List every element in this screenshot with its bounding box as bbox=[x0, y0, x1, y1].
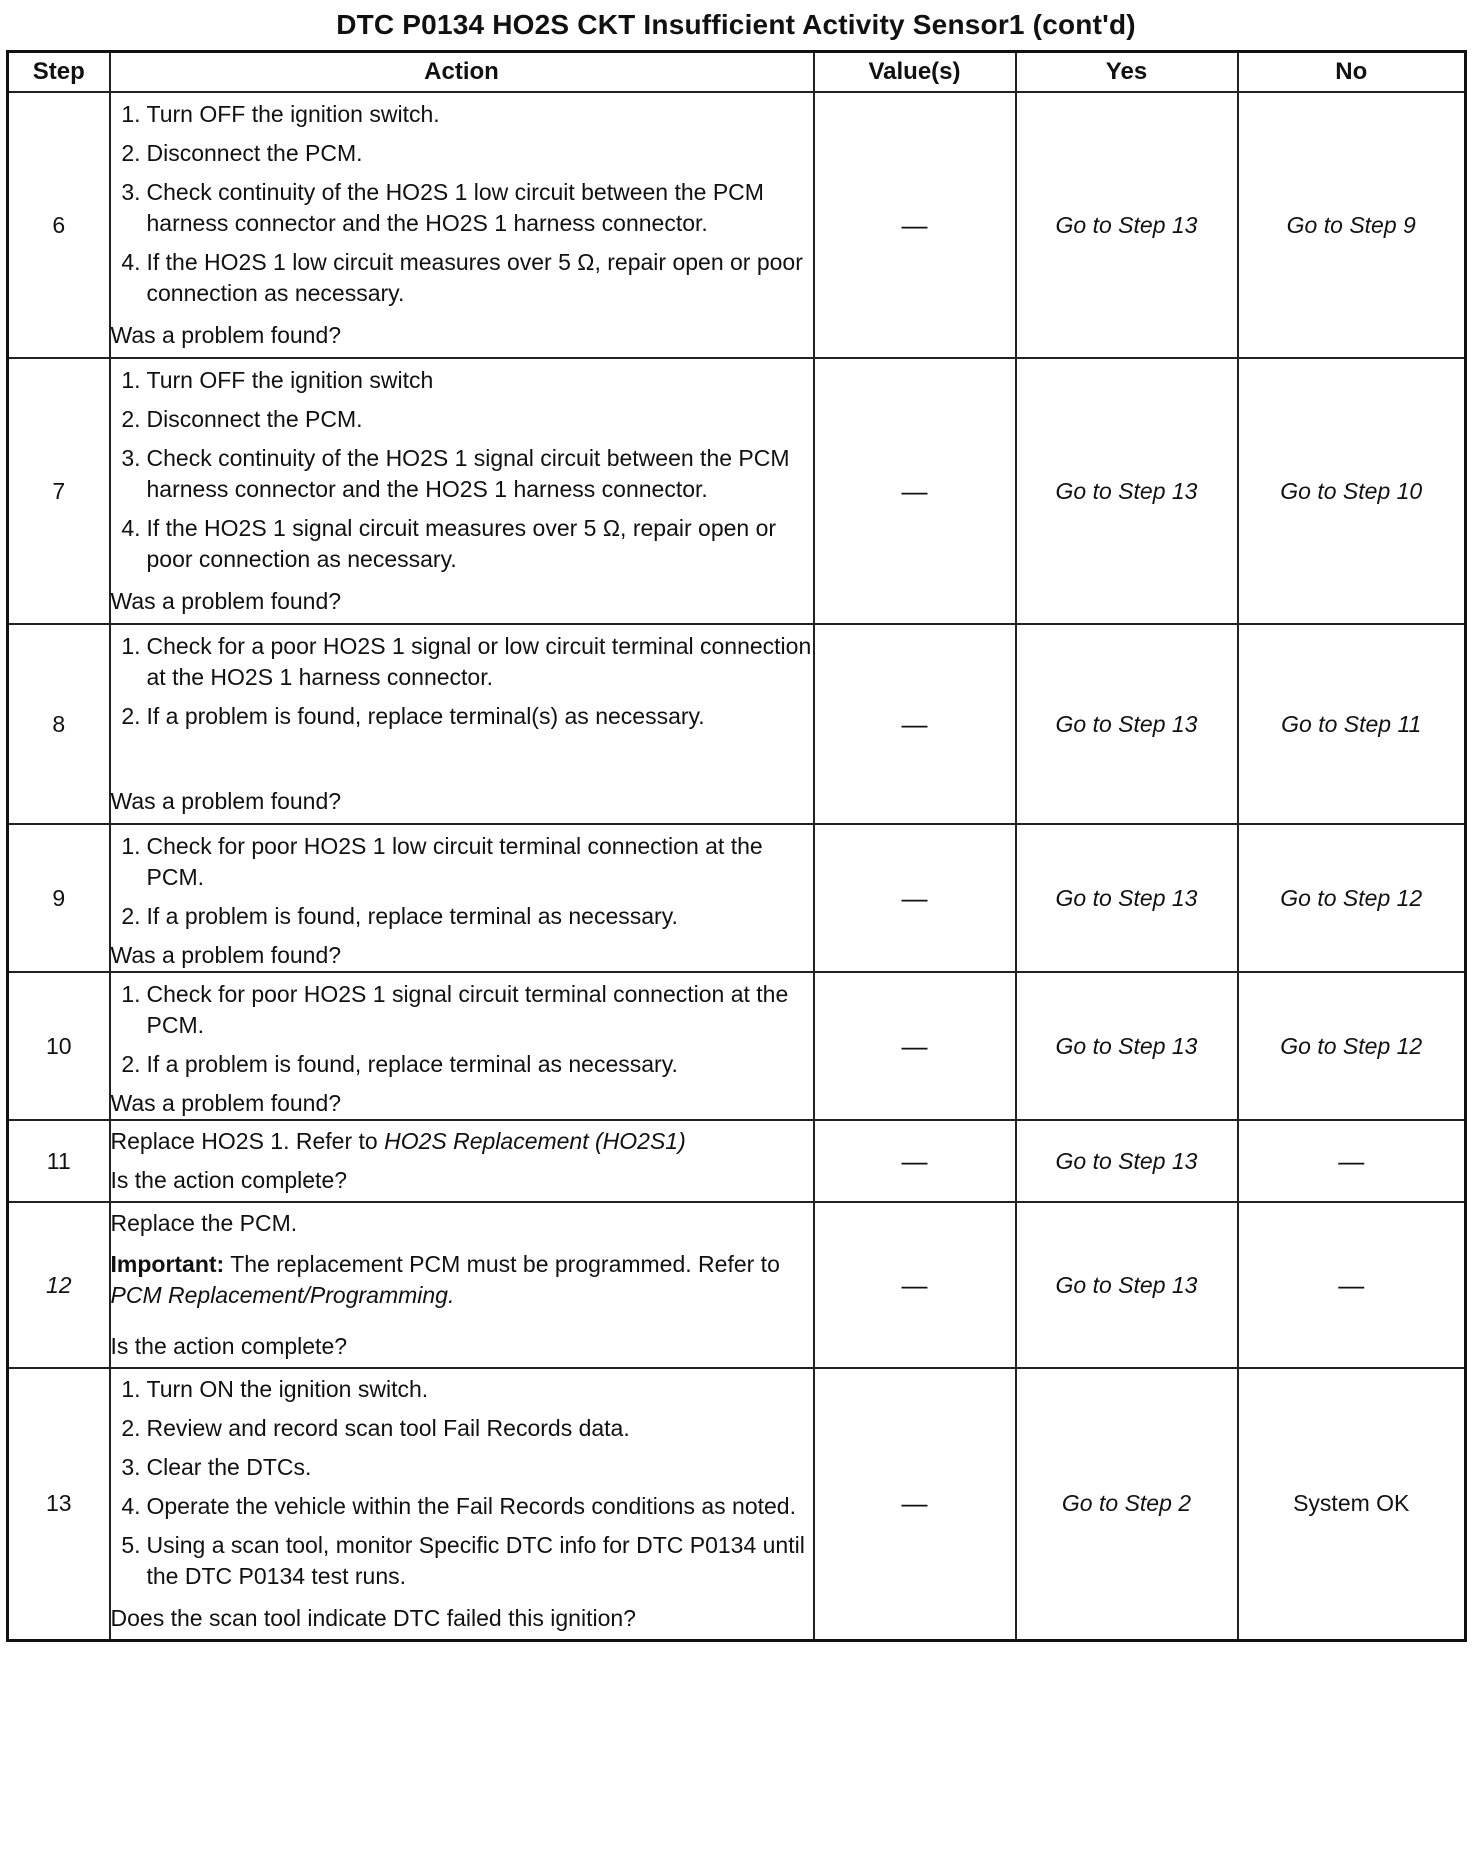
list-item: 2. If a problem is found, replace terminal(s) as necessary. bbox=[121, 703, 705, 729]
no-link[interactable]: Go to Step 12 bbox=[1238, 824, 1466, 972]
header-values: Value(s) bbox=[814, 52, 1016, 93]
action-cell bbox=[110, 624, 814, 824]
value-cell: — bbox=[814, 1368, 1016, 1640]
no-cell: — bbox=[1238, 1202, 1466, 1368]
step-number: 8 bbox=[8, 624, 110, 824]
value-cell: — bbox=[814, 1120, 1016, 1202]
value-cell: — bbox=[814, 624, 1016, 824]
no-link[interactable]: Go to Step 9 bbox=[1238, 92, 1466, 358]
action-question: Was a problem found? bbox=[110, 322, 342, 348]
action-cell bbox=[110, 1202, 814, 1368]
yes-link[interactable]: Go to Step 13 bbox=[1016, 624, 1238, 824]
important-note: Important: The replacement PCM must be programmed. Refer to PCM Replacement/Programming. bbox=[110, 1251, 780, 1308]
list-item: 4. If the HO2S 1 low circuit measures over 5 Ω, repair open or poor connection as necessary. bbox=[121, 249, 803, 306]
no-link[interactable]: Go to Step 10 bbox=[1238, 358, 1466, 624]
step-number: 10 bbox=[8, 972, 110, 1120]
action-cell bbox=[110, 824, 814, 972]
step-number: 12 bbox=[8, 1202, 110, 1368]
list-item: 3. Check continuity of the HO2S 1 signal circuit between the PCM harness connector and the HO2S 1 harness connector. bbox=[121, 445, 790, 502]
system-ok-status: System OK bbox=[1238, 1368, 1466, 1640]
list-item: 1. Check for poor HO2S 1 low circuit terminal connection at the PCM. bbox=[121, 833, 763, 890]
action-question: Is the action complete? bbox=[110, 1167, 348, 1193]
action-question: Does the scan tool indicate DTC failed this ignition? bbox=[110, 1604, 636, 1631]
list-item: 2. Disconnect the PCM. bbox=[121, 406, 363, 432]
yes-link[interactable]: Go to Step 13 bbox=[1016, 972, 1238, 1120]
no-link[interactable]: Go to Step 12 bbox=[1238, 972, 1466, 1120]
diagnostic-table bbox=[6, 50, 1467, 1642]
reference-link[interactable]: PCM Replacement/Programming. bbox=[110, 1282, 455, 1308]
step-number: 7 bbox=[8, 358, 110, 624]
table-row bbox=[8, 1368, 1466, 1640]
step-number: 9 bbox=[8, 824, 110, 972]
yes-link[interactable]: Go to Step 13 bbox=[1016, 358, 1238, 624]
list-item: 1. Check for a poor HO2S 1 signal or low circuit terminal connection at the HO2S 1 harness connector. bbox=[121, 633, 812, 690]
action-list bbox=[111, 365, 813, 583]
list-item: 2. Review and record scan tool Fail Records data. bbox=[121, 1414, 630, 1441]
action-cell bbox=[110, 972, 814, 1120]
action-question: Was a problem found? bbox=[110, 788, 342, 814]
reference-link[interactable]: HO2S Replacement (HO2S1) bbox=[384, 1128, 686, 1154]
yes-link[interactable]: Go to Step 13 bbox=[1016, 1120, 1238, 1202]
no-link[interactable]: Go to Step 11 bbox=[1238, 624, 1466, 824]
value-cell: — bbox=[814, 1202, 1016, 1368]
list-item: 2. If a problem is found, replace terminal as necessary. bbox=[121, 1051, 678, 1077]
list-item: 1. Turn OFF the ignition switch bbox=[121, 367, 434, 393]
action-list bbox=[111, 1374, 813, 1600]
value-cell: — bbox=[814, 358, 1016, 624]
list-item: 1. Check for poor HO2S 1 signal circuit terminal connection at the PCM. bbox=[121, 981, 789, 1038]
yes-link[interactable]: Go to Step 2 bbox=[1016, 1368, 1238, 1640]
step-number: 6 bbox=[8, 92, 110, 358]
header-yes: Yes bbox=[1016, 52, 1238, 93]
list-item: 1. Turn ON the ignition switch. bbox=[121, 1375, 429, 1402]
yes-link[interactable]: Go to Step 13 bbox=[1016, 92, 1238, 358]
action-question: Is the action complete? bbox=[110, 1333, 348, 1359]
action-list bbox=[111, 631, 813, 740]
action-list bbox=[111, 99, 813, 317]
table-row bbox=[8, 358, 1466, 624]
table-row bbox=[8, 972, 1466, 1120]
header-action: Action bbox=[110, 52, 814, 93]
list-item: 2. If a problem is found, replace terminal as necessary. bbox=[121, 903, 678, 929]
table-row bbox=[8, 92, 1466, 358]
action-question: Was a problem found? bbox=[110, 942, 342, 968]
action-cell bbox=[110, 92, 814, 358]
table-row bbox=[8, 1202, 1466, 1368]
action-text: Replace HO2S 1. Refer to HO2S Replacement (HO2S1) bbox=[110, 1128, 686, 1154]
yes-link[interactable]: Go to Step 13 bbox=[1016, 1202, 1238, 1368]
table-header-row bbox=[8, 52, 1466, 93]
header-no: No bbox=[1238, 52, 1466, 93]
action-cell bbox=[110, 358, 814, 624]
value-cell: — bbox=[814, 824, 1016, 972]
action-list bbox=[111, 979, 813, 1088]
no-cell: — bbox=[1238, 1120, 1466, 1202]
action-list bbox=[111, 831, 813, 940]
action-cell bbox=[110, 1120, 814, 1202]
list-item: 4. If the HO2S 1 signal circuit measures over 5 Ω, repair open or poor connection as necessary. bbox=[121, 515, 777, 572]
yes-link[interactable]: Go to Step 13 bbox=[1016, 824, 1238, 972]
list-item: 4. Operate the vehicle within the Fail Records conditions as noted. bbox=[121, 1492, 796, 1519]
table-row bbox=[8, 824, 1466, 972]
value-cell: — bbox=[814, 92, 1016, 358]
step-number: 11 bbox=[8, 1120, 110, 1202]
table-row bbox=[8, 624, 1466, 824]
list-item: 3. Check continuity of the HO2S 1 low circuit between the PCM harness connector and the HO2S 1 harness connector. bbox=[121, 179, 764, 236]
action-question: Was a problem found? bbox=[110, 588, 342, 614]
action-cell bbox=[110, 1368, 814, 1640]
action-question: Was a problem found? bbox=[110, 1090, 342, 1116]
list-item: 3. Clear the DTCs. bbox=[121, 1453, 312, 1480]
list-item: 1. Turn OFF the ignition switch. bbox=[121, 101, 440, 127]
header-step: Step bbox=[8, 52, 110, 93]
step-number: 13 bbox=[8, 1368, 110, 1640]
page-title: DTC P0134 HO2S CKT Insufficient Activity Sensor1 (cont'd) bbox=[336, 9, 1136, 40]
value-cell: — bbox=[814, 972, 1016, 1120]
list-item: 2. Disconnect the PCM. bbox=[121, 140, 363, 166]
action-text: Replace the PCM. bbox=[110, 1210, 298, 1236]
table-row bbox=[8, 1120, 1466, 1202]
list-item: 5. Using a scan tool, monitor Specific DTC info for DTC P0134 until the DTC P0134 test runs. bbox=[121, 1531, 805, 1589]
